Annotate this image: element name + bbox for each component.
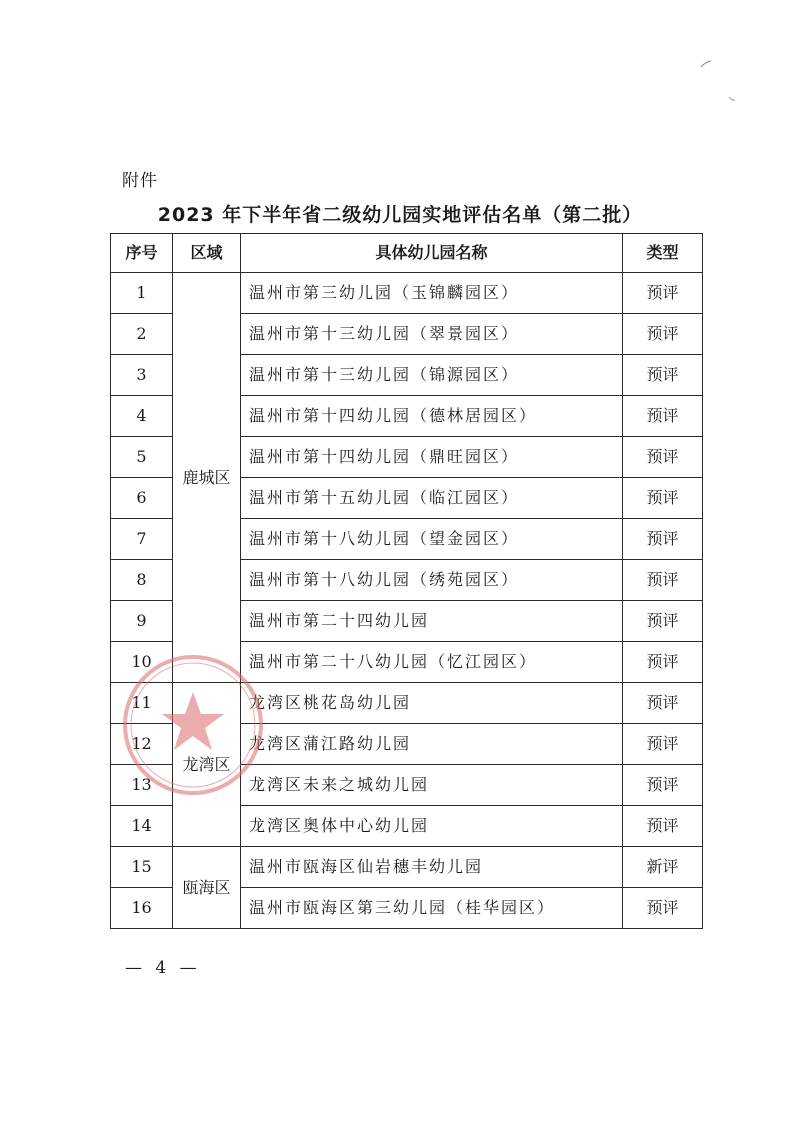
row-no: 12 <box>111 724 173 765</box>
header-no: 序号 <box>111 234 173 273</box>
evaluation-type: 预评 <box>623 355 703 396</box>
row-no: 4 <box>111 396 173 437</box>
kindergarten-name: 龙湾区奥体中心幼儿园 <box>241 806 623 847</box>
kindergarten-name: 龙湾区蒲江路幼儿园 <box>241 724 623 765</box>
table-row <box>111 683 703 724</box>
kindergarten-name: 温州市第十三幼儿园（锦源园区） <box>241 355 623 396</box>
kindergarten-name: 温州市第十四幼儿园（德林居园区） <box>241 396 623 437</box>
row-no: 1 <box>111 273 173 314</box>
scan-speck-icon <box>700 60 712 68</box>
evaluation-type: 预评 <box>623 765 703 806</box>
evaluation-type: 预评 <box>623 560 703 601</box>
kindergarten-name: 温州市瓯海区仙岩穗丰幼儿园 <box>241 847 623 888</box>
evaluation-type: 预评 <box>623 314 703 355</box>
kindergarten-name: 温州市第三幼儿园（玉锦麟园区） <box>241 273 623 314</box>
evaluation-type: 预评 <box>623 724 703 765</box>
kindergarten-name: 温州市第十八幼儿园（绣苑园区） <box>241 560 623 601</box>
row-no: 8 <box>111 560 173 601</box>
evaluation-type: 预评 <box>623 642 703 683</box>
evaluation-type: 预评 <box>623 519 703 560</box>
header-name: 具体幼儿园名称 <box>241 234 623 273</box>
row-no: 11 <box>111 683 173 724</box>
row-no: 13 <box>111 765 173 806</box>
evaluation-type: 预评 <box>623 396 703 437</box>
kindergarten-name: 温州市第十八幼儿园（望金园区） <box>241 519 623 560</box>
row-no: 9 <box>111 601 173 642</box>
kindergarten-name: 龙湾区桃花岛幼儿园 <box>241 683 623 724</box>
kindergarten-name: 温州市第十四幼儿园（鼎旺园区） <box>241 437 623 478</box>
evaluation-type: 预评 <box>623 601 703 642</box>
row-no: 15 <box>111 847 173 888</box>
header-type: 类型 <box>623 234 703 273</box>
evaluation-type: 预评 <box>623 806 703 847</box>
row-no: 10 <box>111 642 173 683</box>
row-no: 7 <box>111 519 173 560</box>
attachment-label: 附件 <box>122 171 158 191</box>
kindergarten-table <box>110 233 703 929</box>
row-no: 14 <box>111 806 173 847</box>
kindergarten-name: 温州市第二十八幼儿园（忆江园区） <box>241 642 623 683</box>
row-no: 16 <box>111 888 173 929</box>
kindergarten-name: 温州市第十三幼儿园（翠景园区） <box>241 314 623 355</box>
scan-speck-icon <box>728 96 736 102</box>
kindergarten-name: 龙湾区未来之城幼儿园 <box>241 765 623 806</box>
district-cell: 龙湾区 <box>173 683 241 847</box>
kindergarten-name: 温州市第十五幼儿园（临江园区） <box>241 478 623 519</box>
evaluation-type: 预评 <box>623 888 703 929</box>
row-no: 6 <box>111 478 173 519</box>
table-header-row <box>111 234 703 273</box>
row-no: 2 <box>111 314 173 355</box>
district-cell: 鹿城区 <box>173 273 241 683</box>
document-title: 2023 年下半年省二级幼儿园实地评估名单（第二批） <box>157 204 643 226</box>
evaluation-type: 新评 <box>623 847 703 888</box>
evaluation-type: 预评 <box>623 683 703 724</box>
district-cell: 瓯海区 <box>173 847 241 929</box>
evaluation-type: 预评 <box>623 478 703 519</box>
evaluation-type: 预评 <box>623 273 703 314</box>
evaluation-type: 预评 <box>623 437 703 478</box>
kindergarten-name: 温州市第二十四幼儿园 <box>241 601 623 642</box>
table-row <box>111 847 703 888</box>
header-district: 区域 <box>173 234 241 273</box>
kindergarten-name: 温州市瓯海区第三幼儿园（桂华园区） <box>241 888 623 929</box>
row-no: 5 <box>111 437 173 478</box>
table-row <box>111 273 703 314</box>
page-number: — 4 — <box>125 958 201 978</box>
row-no: 3 <box>111 355 173 396</box>
